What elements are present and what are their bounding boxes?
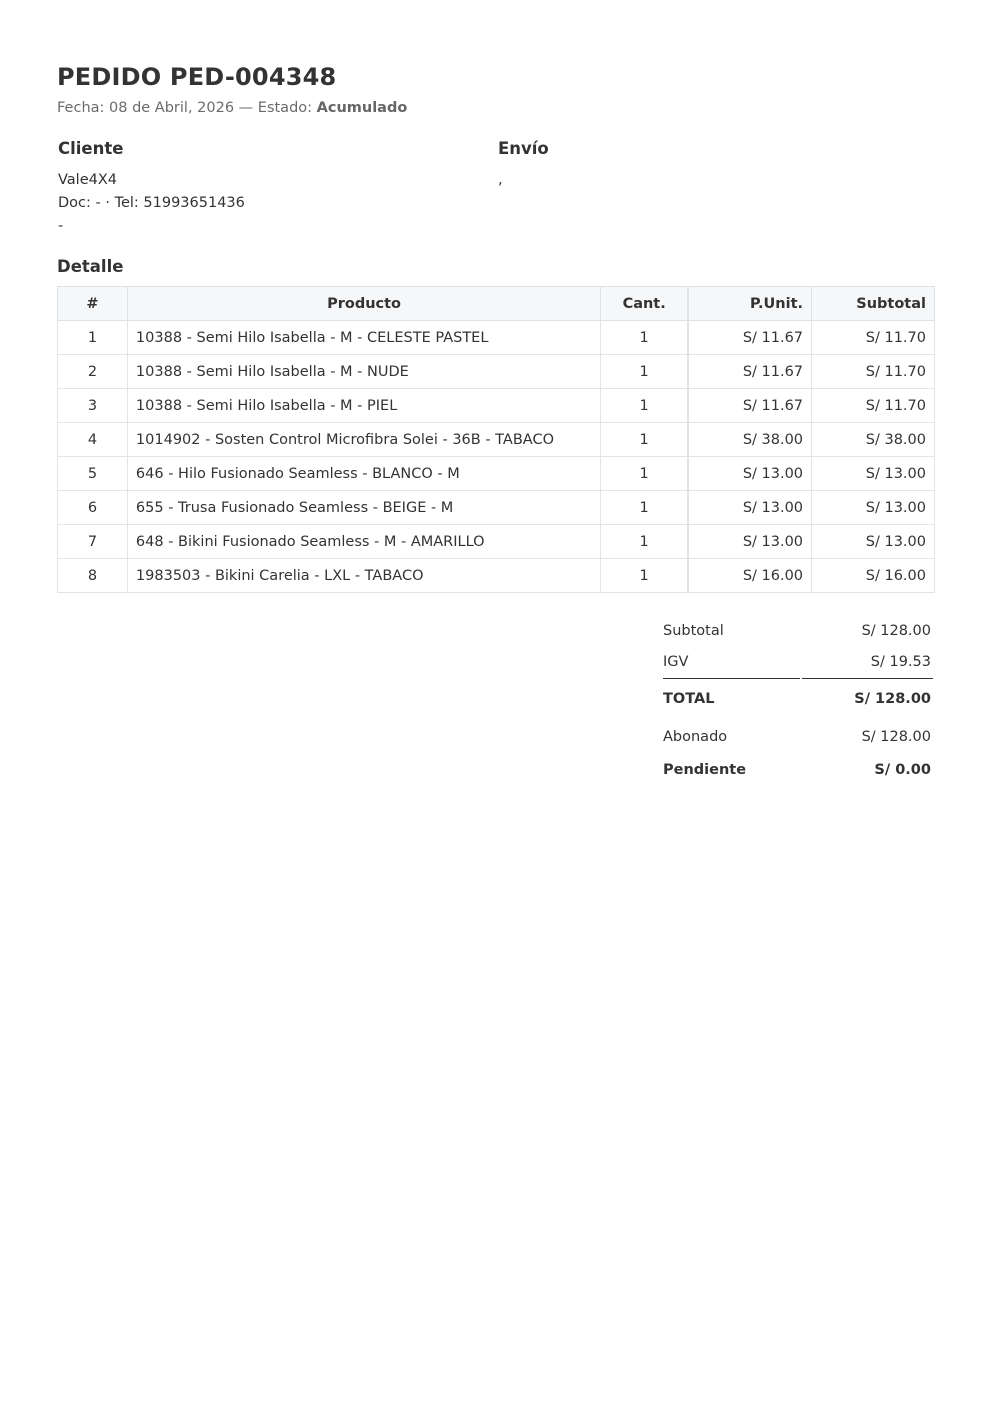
row-product: 1014902 - Sosten Control Microfibra Solei - 36B - TABACO — [127, 423, 600, 457]
row-subtotal: S/ 13.00 — [812, 491, 935, 525]
paid-row — [663, 720, 933, 755]
table-row — [58, 491, 935, 525]
row-number: 5 — [58, 457, 128, 491]
row-product: 10388 - Semi Hilo Isabella - M - PIEL — [127, 389, 600, 423]
table-row — [58, 389, 935, 423]
col-product: Producto — [127, 287, 600, 321]
total-row — [663, 679, 933, 720]
client-heading: Cliente — [58, 139, 124, 158]
col-subtotal: Subtotal — [812, 287, 935, 321]
shipping-block — [498, 139, 549, 192]
row-number: 7 — [58, 525, 128, 559]
row-subtotal: S/ 11.70 — [812, 355, 935, 389]
col-unit-price: P.Unit. — [688, 287, 811, 321]
order-document — [57, 62, 935, 778]
total-value: S/ 128.00 — [854, 691, 931, 707]
row-unit-price: S/ 13.00 — [688, 457, 811, 491]
shipping-heading: Envío — [498, 139, 549, 158]
row-quantity: 1 — [601, 423, 688, 457]
row-unit-price: S/ 11.67 — [688, 355, 811, 389]
igv-label: IGV — [663, 654, 689, 670]
row-unit-price: S/ 16.00 — [688, 559, 811, 593]
subtotal-value: S/ 128.00 — [861, 623, 931, 639]
row-unit-price: S/ 13.00 — [688, 491, 811, 525]
row-product: 10388 - Semi Hilo Isabella - M - NUDE — [127, 355, 600, 389]
row-quantity: 1 — [601, 525, 688, 559]
row-product: 1983503 - Bikini Carelia - LXL - TABACO — [127, 559, 600, 593]
table-row — [58, 525, 935, 559]
parties-section — [57, 139, 935, 249]
row-quantity: 1 — [601, 389, 688, 423]
row-unit-price: S/ 38.00 — [688, 423, 811, 457]
row-number: 3 — [58, 389, 128, 423]
order-status: Acumulado — [316, 100, 408, 116]
client-block — [58, 139, 245, 238]
row-unit-price: S/ 11.67 — [688, 321, 811, 355]
table-header-row — [58, 287, 935, 321]
row-number: 1 — [58, 321, 128, 355]
row-subtotal: S/ 11.70 — [812, 321, 935, 355]
row-subtotal: S/ 16.00 — [812, 559, 935, 593]
pending-row — [663, 755, 933, 786]
table-row — [58, 423, 935, 457]
table-row — [58, 321, 935, 355]
row-product: 10388 - Semi Hilo Isabella - M - CELESTE PASTEL — [127, 321, 600, 355]
shipping-address: , — [498, 172, 503, 188]
row-quantity: 1 — [601, 321, 688, 355]
row-subtotal: S/ 11.70 — [812, 389, 935, 423]
row-subtotal: S/ 13.00 — [812, 457, 935, 491]
client-extra: - — [58, 218, 64, 234]
subtotal-label: Subtotal — [663, 623, 724, 639]
row-subtotal: S/ 38.00 — [812, 423, 935, 457]
row-quantity: 1 — [601, 559, 688, 593]
table-row — [58, 559, 935, 593]
client-doc-tel: Doc: - · Tel: 51993651436 — [58, 195, 245, 211]
totals-block — [663, 616, 933, 786]
col-number: # — [58, 287, 128, 321]
table-row — [58, 457, 935, 491]
row-number: 8 — [58, 559, 128, 593]
subtotal-row — [663, 616, 933, 647]
order-meta — [57, 98, 935, 118]
row-subtotal: S/ 13.00 — [812, 525, 935, 559]
pending-label: Pendiente — [663, 762, 747, 778]
row-number: 6 — [58, 491, 128, 525]
row-product: 648 - Bikini Fusionado Seamless - M - AMARILLO — [127, 525, 600, 559]
row-quantity: 1 — [601, 457, 688, 491]
row-quantity: 1 — [601, 491, 688, 525]
table-row — [58, 355, 935, 389]
row-number: 2 — [58, 355, 128, 389]
col-quantity: Cant. — [601, 287, 688, 321]
row-number: 4 — [58, 423, 128, 457]
pending-value: S/ 0.00 — [874, 762, 931, 778]
igv-value: S/ 19.53 — [870, 654, 931, 670]
order-date: Fecha: 08 de Abril, 2026 — Estado: — [57, 100, 317, 116]
row-quantity: 1 — [601, 355, 688, 389]
detail-heading: Detalle — [57, 257, 124, 276]
row-product: 646 - Hilo Fusionado Seamless - BLANCO - M — [127, 457, 600, 491]
row-unit-price: S/ 13.00 — [688, 525, 811, 559]
page-title: PEDIDO PED-004348 — [57, 63, 337, 91]
row-product: 655 - Trusa Fusionado Seamless - BEIGE - M — [127, 491, 600, 525]
paid-label: Abonado — [663, 729, 728, 745]
items-table — [57, 286, 935, 593]
paid-value: S/ 128.00 — [861, 729, 931, 745]
total-label: TOTAL — [663, 691, 715, 707]
row-unit-price: S/ 11.67 — [688, 389, 811, 423]
igv-row — [663, 647, 933, 678]
client-name: Vale4X4 — [58, 172, 118, 188]
